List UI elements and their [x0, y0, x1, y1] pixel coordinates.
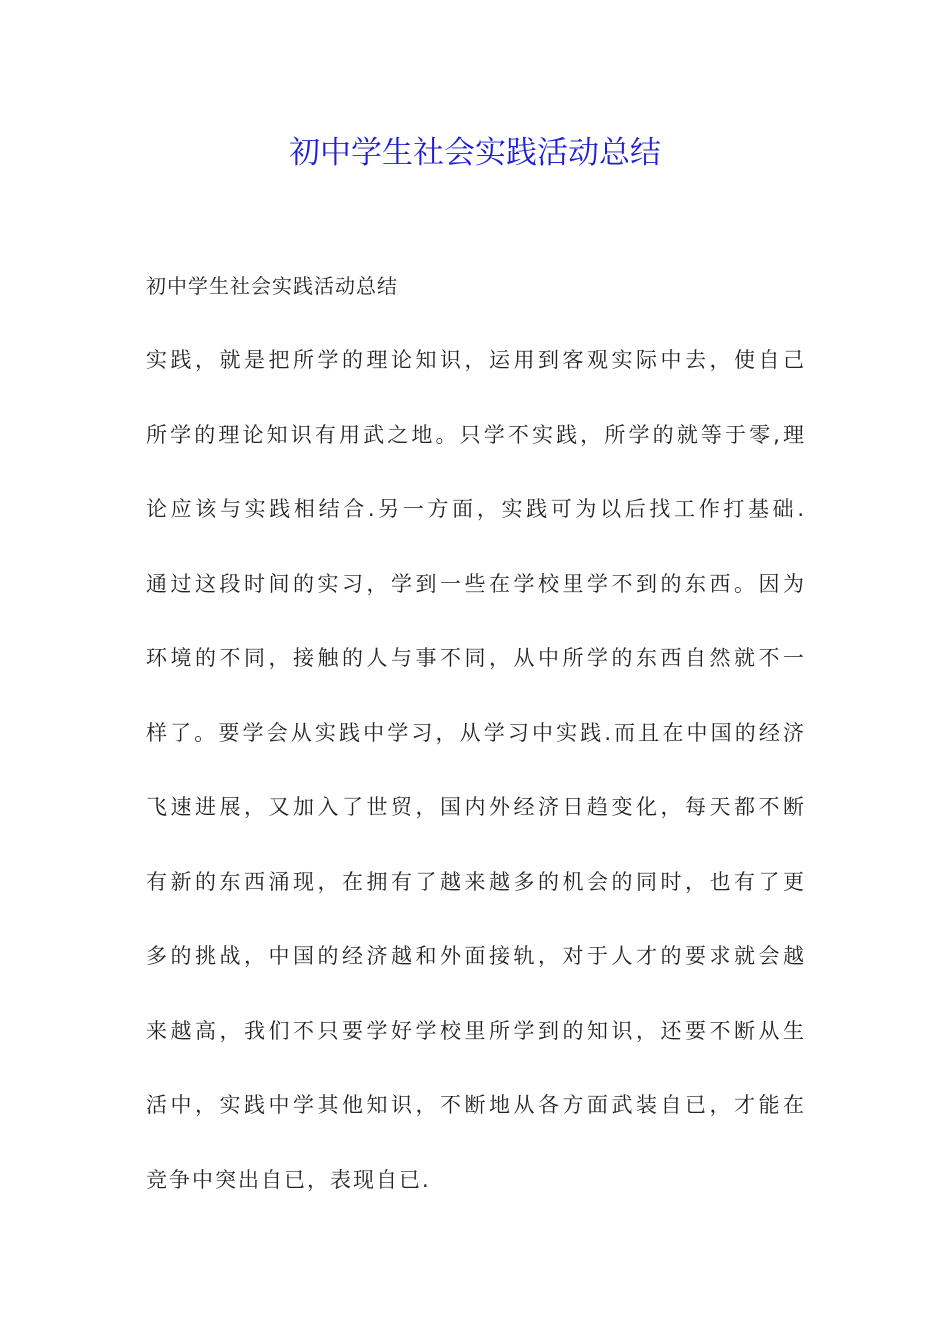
document-subtitle: 初中学生社会实践活动总结 [146, 274, 398, 298]
body-line: 环境的不同，接触的人与事不同，从中所学的东西自然就不一 [146, 646, 804, 670]
body-line: 所学的理论知识有用武之地。只学不实践，所学的就等于零,理 [146, 422, 804, 447]
body-line: 实践，就是把所学的理论知识，运用到客观实际中去，使自己 [146, 348, 804, 372]
body-line: 活中，实践中学其他知识，不断地从各方面武装自已，才能在 [146, 1093, 804, 1117]
body-line: 有新的东西涌现，在拥有了越来越多的机会的同时，也有了更 [146, 869, 804, 894]
body-line: 竞争中突出自已，表现自已. [146, 1167, 431, 1192]
body-line: 飞速进展，又加入了世贸，国内外经济日趋变化，每天都不断 [146, 795, 804, 819]
body-line: 样了。要学会从实践中学习，从学习中实践.而且在中国的经济 [146, 720, 804, 745]
body-line: 通过这段时间的实习，学到一些在学校里学不到的东西。因为 [146, 571, 804, 596]
body-line: 论应该与实践相结合.另一方面，实践可为以后找工作打基础. [146, 497, 804, 521]
body-line: 多的挑战，中国的经济越和外面接轨，对于人才的要求就会越 [146, 944, 804, 968]
document-title: 初中学生社会实践活动总结 [289, 135, 661, 171]
body-line: 来越高，我们不只要学好学校里所学到的知识，还要不断从生 [146, 1018, 804, 1043]
document-body [146, 340, 806, 1234]
